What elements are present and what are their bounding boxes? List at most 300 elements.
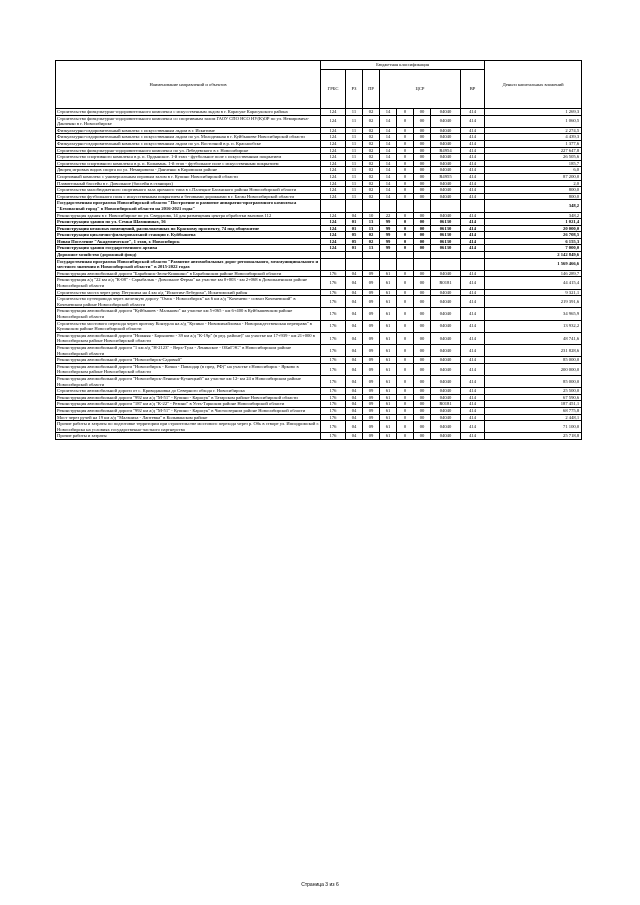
csr-program-cell: 22 bbox=[380, 212, 397, 219]
csr-direction-cell: 06130 bbox=[431, 232, 461, 239]
csr-program-cell: 99 bbox=[380, 245, 397, 252]
pr-cell: 09 bbox=[363, 289, 380, 296]
csr-program-cell: 61 bbox=[380, 270, 397, 277]
csr-group-cell: 00 bbox=[414, 394, 431, 401]
rz-cell: 04 bbox=[346, 394, 363, 401]
rz-cell bbox=[346, 258, 363, 270]
pr-cell: 02 bbox=[363, 232, 380, 239]
csr-group-cell: 00 bbox=[414, 375, 431, 387]
csr-subprogram-cell: 0 bbox=[397, 140, 414, 147]
table-row bbox=[56, 394, 582, 401]
csr-group-cell: 00 bbox=[414, 154, 431, 161]
csr-group-cell: 00 bbox=[414, 414, 431, 421]
table-row bbox=[56, 193, 582, 200]
amount-cell: 2 448,1 bbox=[485, 414, 582, 421]
csr-group-cell: 00 bbox=[414, 167, 431, 174]
table-row bbox=[56, 401, 582, 408]
csr-group-cell: 00 bbox=[414, 238, 431, 245]
vr-cell bbox=[461, 200, 485, 212]
csr-group-cell: 00 bbox=[414, 363, 431, 375]
csr-subprogram-cell: 0 bbox=[397, 401, 414, 408]
amount-cell: 2 274,5 bbox=[485, 127, 582, 134]
csr-program-cell: 61 bbox=[380, 421, 397, 433]
row-name-cell: Строительство физкультурно-оздоровительного комплекса с искусственным льдом в г. Карасуке Карасукского района bbox=[56, 109, 321, 116]
row-name-cell: Реконструкция а/д "22 км а/д "К-08" - Сарыбалык - Довольное Ферма" на участке км 0+003 - км 2+068 в Довольненском районе Новосибирской области bbox=[56, 277, 321, 289]
row-name-cell: Государственная программа Новосибирской области "Развитие автомобильных дорог регионального, межмуниципального и местного значения в Новосибирской области" в 2015-2022 годах bbox=[56, 258, 321, 270]
table-row bbox=[56, 388, 582, 395]
csr-subprogram-cell bbox=[397, 252, 414, 259]
csr-program-cell: 14 bbox=[380, 193, 397, 200]
vr-cell: 414 bbox=[461, 167, 485, 174]
table-row bbox=[56, 238, 582, 245]
pr-cell: 02 bbox=[363, 238, 380, 245]
csr-group-cell: 00 bbox=[414, 296, 431, 308]
pr-cell bbox=[363, 200, 380, 212]
csr-group-cell: 00 bbox=[414, 160, 431, 167]
csr-direction-cell bbox=[431, 252, 461, 259]
csr-subprogram-cell: 0 bbox=[397, 245, 414, 252]
csr-program-cell: 99 bbox=[380, 232, 397, 239]
rz-cell: 04 bbox=[346, 388, 363, 395]
vr-cell: 414 bbox=[461, 394, 485, 401]
grbs-cell: 176 bbox=[321, 296, 346, 308]
csr-direction-cell: 04040 bbox=[431, 289, 461, 296]
budget-classification-header: Бюджетная классификация bbox=[321, 61, 485, 70]
csr-group-cell: 00 bbox=[414, 187, 431, 194]
amount-cell: 9 321,1 bbox=[485, 289, 582, 296]
table-row bbox=[56, 407, 582, 414]
grbs-cell: 124 bbox=[321, 154, 346, 161]
csr-subprogram-cell: 0 bbox=[397, 225, 414, 232]
table-row bbox=[56, 308, 582, 320]
vr-cell: 414 bbox=[461, 232, 485, 239]
table-row bbox=[56, 252, 582, 259]
csr-program-cell: 14 bbox=[380, 154, 397, 161]
pr-cell: 09 bbox=[363, 388, 380, 395]
page-footer: Страница 3 из 6 bbox=[301, 882, 339, 888]
table-row bbox=[56, 109, 582, 116]
vr-cell: 414 bbox=[461, 115, 485, 127]
vr-cell: 414 bbox=[461, 134, 485, 141]
grbs-cell: 176 bbox=[321, 401, 346, 408]
table-row bbox=[56, 154, 582, 161]
csr-program-cell: 14 bbox=[380, 173, 397, 180]
csr-subprogram-cell: 0 bbox=[397, 289, 414, 296]
table-row bbox=[56, 270, 582, 277]
row-name-cell: Новая Поселение "Академическое", 1 этап, г. Новосибирск bbox=[56, 238, 321, 245]
csr-program-cell: 61 bbox=[380, 344, 397, 356]
csr-group-cell: 00 bbox=[414, 344, 431, 356]
csr-program-cell: 14 bbox=[380, 147, 397, 154]
csr-subprogram-cell: 0 bbox=[397, 238, 414, 245]
csr-group-cell: 00 bbox=[414, 140, 431, 147]
csr-program-cell: 61 bbox=[380, 394, 397, 401]
csr-group-cell: 00 bbox=[414, 277, 431, 289]
csr-direction-cell: R0181 bbox=[431, 277, 461, 289]
csr-direction-cell: 04040 bbox=[431, 332, 461, 344]
table-row bbox=[56, 180, 582, 187]
rz-cell: 04 bbox=[346, 296, 363, 308]
csr-program-cell: 14 bbox=[380, 127, 397, 134]
csr-subprogram-cell: 0 bbox=[397, 232, 414, 239]
vr-cell: 414 bbox=[461, 289, 485, 296]
vr-cell: 414 bbox=[461, 296, 485, 308]
vr-cell bbox=[461, 252, 485, 259]
pr-cell: 09 bbox=[363, 308, 380, 320]
amount-cell: 6 155,3 bbox=[485, 238, 582, 245]
rz-cell: 01 bbox=[346, 225, 363, 232]
csr-group-cell: 00 bbox=[414, 320, 431, 332]
vr-cell: 414 bbox=[461, 320, 485, 332]
csr-subprogram-cell bbox=[397, 258, 414, 270]
vr-cell: 414 bbox=[461, 277, 485, 289]
pr-column-header: ПР bbox=[363, 70, 380, 109]
csr-subprogram-cell: 0 bbox=[397, 344, 414, 356]
csr-program-cell: 61 bbox=[380, 375, 397, 387]
budget-table bbox=[55, 60, 582, 440]
rz-cell: 11 bbox=[346, 180, 363, 187]
csr-group-cell: 00 bbox=[414, 180, 431, 187]
row-name-cell: Реконструкция автомобильной дороги "Новосибирск-Ленинск-Кузнецкий" на участке км 12- км 24 в Новосибирском районе Новосибирской области bbox=[56, 375, 321, 387]
pr-cell: 09 bbox=[363, 296, 380, 308]
grbs-cell: 124 bbox=[321, 245, 346, 252]
amount-cell: 20 000,0 bbox=[485, 225, 582, 232]
csr-direction-cell: 04040 bbox=[431, 167, 461, 174]
pr-cell: 09 bbox=[363, 344, 380, 356]
pr-cell: 09 bbox=[363, 394, 380, 401]
csr-subprogram-cell: 0 bbox=[397, 394, 414, 401]
vr-cell: 414 bbox=[461, 407, 485, 414]
vr-cell: 414 bbox=[461, 109, 485, 116]
grbs-cell: 176 bbox=[321, 388, 346, 395]
grbs-cell bbox=[321, 252, 346, 259]
row-name-cell: Реконструкция автомобильной дороги "1 км а/д "Н-2123" - Верх-Тула - Ленинское - ОБиГЭС" в Новосибирском районе Новосибирской области bbox=[56, 344, 321, 356]
grbs-cell: 124 bbox=[321, 160, 346, 167]
vr-cell: 414 bbox=[461, 212, 485, 219]
csr-direction-cell: 04040 bbox=[431, 187, 461, 194]
pr-cell: 02 bbox=[363, 115, 380, 127]
grbs-cell: 176 bbox=[321, 421, 346, 433]
amount-cell: 26 708,5 bbox=[485, 232, 582, 239]
rz-cell: 04 bbox=[346, 320, 363, 332]
vr-cell: 414 bbox=[461, 401, 485, 408]
csr-group-cell: 00 bbox=[414, 225, 431, 232]
pr-cell bbox=[363, 258, 380, 270]
row-name-cell: Строительство физкультурно-оздоровительного комплекса по ул. Лебедевского в г. Новосибирске bbox=[56, 147, 321, 154]
csr-direction-cell: 04040 bbox=[431, 414, 461, 421]
amount-cell: 800,0 bbox=[485, 193, 582, 200]
csr-group-cell bbox=[414, 258, 431, 270]
csr-direction-cell: 04040 bbox=[431, 115, 461, 127]
csr-direction-cell bbox=[431, 200, 461, 212]
pr-cell: 09 bbox=[363, 433, 380, 440]
table-row bbox=[56, 258, 582, 270]
rz-cell: 04 bbox=[346, 289, 363, 296]
table-row bbox=[56, 115, 582, 127]
amount-cell: 34 965,9 bbox=[485, 308, 582, 320]
pr-cell: 02 bbox=[363, 187, 380, 194]
rz-cell: 01 bbox=[346, 219, 363, 226]
table-row bbox=[56, 225, 582, 232]
amount-cell: 348,2 bbox=[485, 200, 582, 212]
csr-program-cell bbox=[380, 200, 397, 212]
rz-cell: 11 bbox=[346, 134, 363, 141]
pr-cell: 09 bbox=[363, 401, 380, 408]
rz-cell: 11 bbox=[346, 167, 363, 174]
pr-cell: 09 bbox=[363, 421, 380, 433]
csr-group-cell: 00 bbox=[414, 388, 431, 395]
csr-program-cell: 14 bbox=[380, 134, 397, 141]
csr-group-cell: 00 bbox=[414, 134, 431, 141]
grbs-cell: 176 bbox=[321, 277, 346, 289]
name-column-header: Наименование направлений и объектов bbox=[56, 61, 321, 109]
csr-subprogram-cell: 0 bbox=[397, 388, 414, 395]
row-name-cell: Прочие работы и затраты по подготовке территории при строительстве мостового перехода через р. Обь в створе ул. Ипподромской г. Новосибирска на условиях государственно-частного партнерства bbox=[57, 421, 319, 432]
csr-subprogram-cell: 0 bbox=[397, 167, 414, 174]
amount-cell: 187 451,1 bbox=[485, 401, 582, 408]
grbs-cell: 124 bbox=[321, 219, 346, 226]
grbs-column-header: ГРБС bbox=[321, 70, 346, 109]
vr-cell: 414 bbox=[461, 238, 485, 245]
grbs-cell: 124 bbox=[321, 232, 346, 239]
rz-cell: 11 bbox=[346, 187, 363, 194]
row-name-cell: Реконструкция автомобильной дороги "Нижняя - Барышево - 39 км а/д "К-19р" (в ред. районе)" на участке км 17+939 - км 21+000 в Новосибирском районе Новосибирской области bbox=[56, 332, 321, 344]
table-row bbox=[56, 332, 582, 344]
csr-subprogram-cell: 0 bbox=[397, 270, 414, 277]
csr-subprogram-cell: 0 bbox=[397, 193, 414, 200]
csr-direction-cell: 04040 bbox=[431, 344, 461, 356]
rz-cell: 04 bbox=[346, 277, 363, 289]
rz-cell bbox=[346, 200, 363, 212]
table-row bbox=[56, 363, 582, 375]
vr-cell: 414 bbox=[461, 193, 485, 200]
csr-direction-cell: 04040 bbox=[431, 357, 461, 364]
csr-direction-cell: 04040 bbox=[431, 388, 461, 395]
amount-cell: 1 021,4 bbox=[485, 219, 582, 226]
table-row bbox=[56, 433, 582, 440]
amount-cell: 71 100,0 bbox=[485, 421, 582, 433]
grbs-cell: 176 bbox=[321, 270, 346, 277]
table-body bbox=[56, 109, 582, 440]
table-row bbox=[56, 147, 582, 154]
amount-cell: 348,2 bbox=[485, 212, 582, 219]
row-name-cell: Реконструкция здания в г. Новосибирске по ул. Свердлова, 14 для размещения центра обработки вызовов 112 bbox=[56, 212, 321, 219]
row-name-cell: Строительство путепровода через железную дорогу "Омск - Новосибирск" на 6 км а/д "Коченево - совхоз Коченевский" в Коченевском районе Новосибирской области bbox=[56, 296, 321, 308]
csr-group-cell: 00 bbox=[414, 289, 431, 296]
rz-cell: 04 bbox=[346, 332, 363, 344]
csr-program-cell: 61 bbox=[380, 388, 397, 395]
row-name-cell: Строительство малобюджетного спортивного зала арочного типа в с.Палецкое Баганского района Новосибирской области bbox=[56, 187, 321, 194]
csr-program-cell: 61 bbox=[380, 277, 397, 289]
pr-cell: 02 bbox=[363, 180, 380, 187]
csr-subprogram-cell: 0 bbox=[397, 219, 414, 226]
csr-subprogram-cell: 0 bbox=[397, 363, 414, 375]
row-name-cell: Реконструкция здания государственного архива bbox=[56, 245, 321, 252]
vr-cell: 414 bbox=[461, 357, 485, 364]
pr-cell: 02 bbox=[363, 160, 380, 167]
amount-cell: 219 391,6 bbox=[485, 296, 582, 308]
pr-cell: 09 bbox=[363, 320, 380, 332]
rz-cell: 11 bbox=[346, 115, 363, 127]
csr-program-cell: 61 bbox=[380, 414, 397, 421]
csr-direction-cell: 04040 bbox=[431, 160, 461, 167]
amount-cell: 25 500,0 bbox=[485, 388, 582, 395]
rz-cell: 01 bbox=[346, 245, 363, 252]
csr-subprogram-cell: 0 bbox=[397, 160, 414, 167]
csr-program-cell: 61 bbox=[380, 433, 397, 440]
vr-cell: 414 bbox=[461, 173, 485, 180]
table-row bbox=[56, 140, 582, 147]
amount-cell: 800,0 bbox=[485, 187, 582, 194]
grbs-cell: 124 bbox=[321, 173, 346, 180]
csr-subprogram-cell: 0 bbox=[397, 277, 414, 289]
csr-subprogram-cell: 0 bbox=[397, 421, 414, 433]
rz-cell: 04 bbox=[346, 270, 363, 277]
csr-group-cell: 00 bbox=[414, 270, 431, 277]
row-name-cell: Спортивный комплекс с универсальным игровым залом в г. Купино Новосибирской области bbox=[56, 173, 321, 180]
rz-cell: 11 bbox=[346, 140, 363, 147]
rz-cell: 11 bbox=[346, 193, 363, 200]
amount-cell: 1 060,5 bbox=[485, 115, 582, 127]
csr-program-cell: 61 bbox=[380, 320, 397, 332]
amount-cell: 7 000,0 bbox=[485, 245, 582, 252]
row-name-cell: Строительство физкультурно-оздоровительного комплекса со спортивным залом ГАОУ СПО НСО НУ(К)ОР по ул. Немировича-Данченко в г. Новосибирске bbox=[56, 115, 321, 127]
rz-cell: 04 bbox=[346, 407, 363, 414]
csr-subprogram-cell bbox=[397, 200, 414, 212]
amount-cell: 48 741,6 bbox=[485, 332, 582, 344]
csr-group-cell: 00 bbox=[414, 407, 431, 414]
csr-direction-cell: 04040 bbox=[431, 212, 461, 219]
csr-program-cell bbox=[380, 258, 397, 270]
vr-cell: 414 bbox=[461, 127, 485, 134]
table-row bbox=[56, 357, 582, 364]
csr-subprogram-cell: 0 bbox=[397, 414, 414, 421]
amount-cell: 26 505,6 bbox=[485, 154, 582, 161]
amount-cell: 4 439,3 bbox=[485, 134, 582, 141]
grbs-cell bbox=[321, 258, 346, 270]
table-row bbox=[56, 134, 582, 141]
csr-program-cell: 14 bbox=[380, 109, 397, 116]
rz-cell: 05 bbox=[346, 238, 363, 245]
grbs-cell: 124 bbox=[321, 212, 346, 219]
rz-cell: 11 bbox=[346, 147, 363, 154]
pr-cell bbox=[363, 252, 380, 259]
csr-group-cell: 00 bbox=[414, 127, 431, 134]
csr-program-cell: 61 bbox=[380, 289, 397, 296]
csr-group-cell: 00 bbox=[414, 332, 431, 344]
table-row bbox=[56, 212, 582, 219]
grbs-cell: 176 bbox=[321, 407, 346, 414]
csr-direction-cell: 06130 bbox=[431, 238, 461, 245]
pr-cell: 13 bbox=[363, 219, 380, 226]
csr-subprogram-cell: 0 bbox=[397, 212, 414, 219]
amount-cell: 87 200,0 bbox=[485, 173, 582, 180]
csr-program-cell: 14 bbox=[380, 167, 397, 174]
amount-cell: 1 377,6 bbox=[485, 140, 582, 147]
row-name-cell: Физкультурно-оздоровительный комплекс с искусственным льдом в г. Искитиме bbox=[56, 127, 321, 134]
csr-program-cell: 61 bbox=[380, 332, 397, 344]
table-row bbox=[56, 375, 582, 387]
vr-cell: 414 bbox=[461, 344, 485, 356]
grbs-cell: 176 bbox=[321, 414, 346, 421]
grbs-cell: 124 bbox=[321, 187, 346, 194]
csr-direction-cell: 04040 bbox=[431, 180, 461, 187]
csr-subprogram-cell: 0 bbox=[397, 154, 414, 161]
csr-subprogram-cell: 0 bbox=[397, 357, 414, 364]
amount-cell: 85 000,0 bbox=[485, 357, 582, 364]
row-name-cell: Реконструкция автомобильной дороги "Куйбышев - Мальково" на участке км 5+065 - км 6+400 в Куйбышевском районе Новосибирской области bbox=[56, 308, 321, 320]
rz-cell: 11 bbox=[346, 109, 363, 116]
csr-program-cell: 14 bbox=[380, 180, 397, 187]
grbs-cell: 176 bbox=[321, 320, 346, 332]
csr-group-cell: 00 bbox=[414, 357, 431, 364]
csr-group-cell: 00 bbox=[414, 421, 431, 433]
csr-group-cell: 00 bbox=[414, 212, 431, 219]
table-row bbox=[56, 173, 582, 180]
amount-cell: 1 569 466,6 bbox=[485, 258, 582, 270]
csr-group-cell: 00 bbox=[414, 115, 431, 127]
table-row bbox=[56, 200, 582, 212]
rz-cell: 04 bbox=[346, 421, 363, 433]
rz-cell: 05 bbox=[346, 232, 363, 239]
grbs-cell: 176 bbox=[321, 289, 346, 296]
csr-direction-cell: 04040 bbox=[431, 127, 461, 134]
csr-group-cell: 00 bbox=[414, 173, 431, 180]
row-name-cell: Реконструкция автомобильной дороги "Барабинск-Зюзя-Кишкино" в Барабинском районе Новосибирской области bbox=[56, 270, 321, 277]
amount-cell: 231 828,6 bbox=[485, 344, 582, 356]
pr-cell: 09 bbox=[363, 414, 380, 421]
table-row bbox=[56, 296, 582, 308]
amount-cell: 68 775,8 bbox=[485, 407, 582, 414]
row-name-cell: Строительство автомобильной дороги от с. Криводановка до Северного обхода г. Новосибирска bbox=[56, 388, 321, 395]
csr-subprogram-cell: 0 bbox=[397, 115, 414, 127]
pr-cell: 09 bbox=[363, 270, 380, 277]
grbs-cell: 124 bbox=[321, 134, 346, 141]
csr-subprogram-cell: 0 bbox=[397, 433, 414, 440]
pr-cell: 02 bbox=[363, 140, 380, 147]
row-name-cell: Реконструкция автомобильной дороги "992 км а/д "М-51" - Купино - Карасук" в Татарском районе Новосибирской области bbox=[56, 394, 321, 401]
vr-cell: 414 bbox=[461, 388, 485, 395]
table-row bbox=[56, 421, 582, 433]
csr-program-cell: 99 bbox=[380, 219, 397, 226]
amount-cell: 67 590,6 bbox=[485, 394, 582, 401]
grbs-cell: 124 bbox=[321, 193, 346, 200]
rz-cell: 04 bbox=[346, 212, 363, 219]
rz-cell bbox=[346, 252, 363, 259]
vr-cell: 414 bbox=[461, 219, 485, 226]
csr-direction-cell: 06130 bbox=[431, 219, 461, 226]
amount-cell: 44 415,4 bbox=[485, 277, 582, 289]
vr-cell: 414 bbox=[461, 160, 485, 167]
csr-group-cell: 00 bbox=[414, 433, 431, 440]
vr-cell: 414 bbox=[461, 414, 485, 421]
amount-column-header: Деньги капитальных вложений bbox=[485, 61, 582, 109]
vr-cell: 414 bbox=[461, 140, 485, 147]
amount-cell: 185,7 bbox=[485, 160, 582, 167]
csr-program-cell: 61 bbox=[380, 407, 397, 414]
csr-subprogram-cell: 0 bbox=[397, 180, 414, 187]
csr-direction-cell: 04040 bbox=[431, 193, 461, 200]
row-name-cell: Реконструкция циклично-фильтровальной станции г. Куйбышева bbox=[56, 232, 321, 239]
csr-direction-cell: 04040 bbox=[431, 109, 461, 116]
csr-subprogram-cell: 0 bbox=[397, 332, 414, 344]
grbs-cell: 124 bbox=[321, 115, 346, 127]
csr-program-cell: 14 bbox=[380, 115, 397, 127]
pr-cell: 09 bbox=[363, 363, 380, 375]
grbs-cell: 124 bbox=[321, 238, 346, 245]
row-name-cell: Строительство спортивного комплекса в р. п. Колывань. 1-й этап - футбольное поле с искусственным покрытием bbox=[56, 160, 321, 167]
row-name-cell: Строительство мостового перехода через протоку Конзурла на а/д "Купино - Новомихайловка - Новорождественская переправа" в Купинском районе Новосибирской области bbox=[56, 320, 321, 332]
